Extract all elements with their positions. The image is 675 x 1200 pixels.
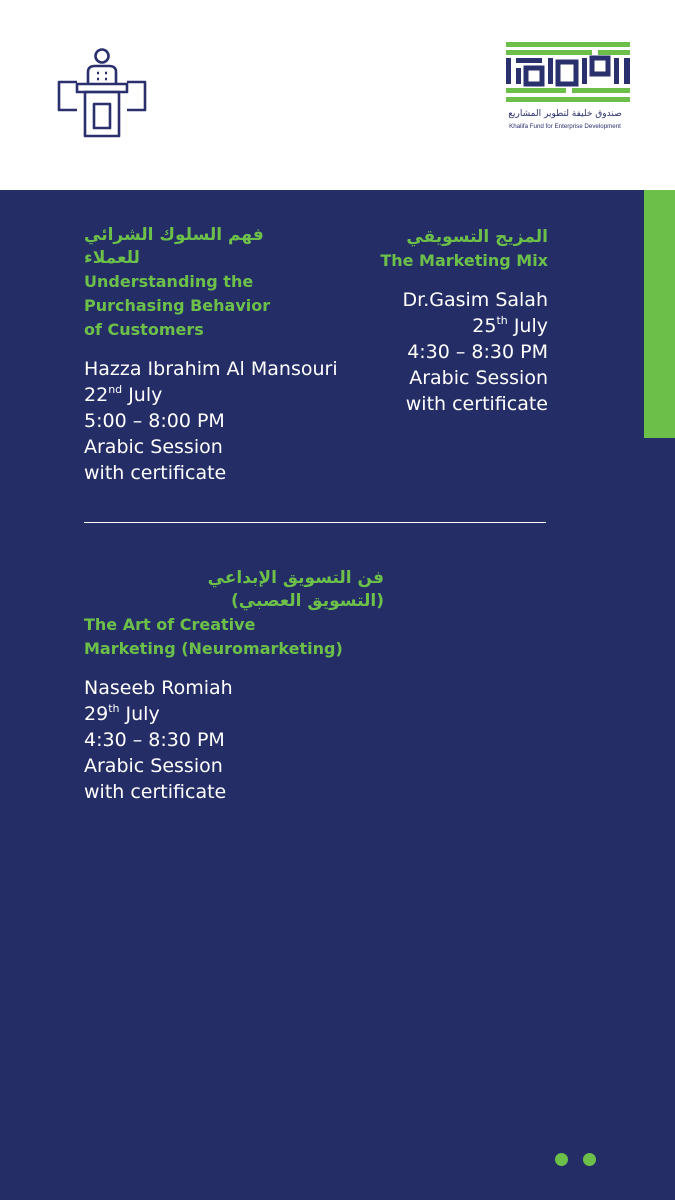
session-details xyxy=(380,287,548,417)
session-title-english-line1: The Art of Creative xyxy=(84,615,256,634)
date-day: 25 xyxy=(472,315,497,337)
session-title-arabic-line1: فهم السلوك الشرائي xyxy=(84,225,264,245)
section-divider xyxy=(84,522,546,523)
logo-mark-icon xyxy=(506,42,630,102)
session-date xyxy=(84,701,384,727)
session-certificate: with certificate xyxy=(84,462,227,484)
session-title-english-line3: of Customers xyxy=(84,320,204,339)
khalifa-fund-logo xyxy=(500,42,632,137)
session-language: Arabic Session xyxy=(84,436,223,458)
date-month: July xyxy=(119,703,160,725)
session-time: 4:30 – 8:30 PM xyxy=(84,729,225,751)
session-language: Arabic Session xyxy=(84,755,223,777)
date-suffix: nd xyxy=(108,382,123,396)
session-language: Arabic Session xyxy=(409,367,548,389)
session-details xyxy=(84,675,384,805)
session-time: 4:30 – 8:30 PM xyxy=(407,341,548,363)
date-month: July xyxy=(122,384,163,406)
session-presenter: Dr.Gasim Salah xyxy=(402,289,548,311)
pagination-dot[interactable] xyxy=(555,1153,568,1166)
session-title-english-line2: Purchasing Behavior xyxy=(84,296,271,315)
session-title-english-line1: Understanding the xyxy=(84,272,254,291)
session-card-marketing-mix xyxy=(380,226,548,417)
session-title-english-line1: The Marketing Mix xyxy=(380,251,548,270)
session-time: 5:00 – 8:00 PM xyxy=(84,410,225,432)
header xyxy=(0,0,675,190)
green-accent-bar xyxy=(644,190,675,438)
session-details xyxy=(84,356,384,486)
session-presenter: Naseeb Romiah xyxy=(84,677,233,699)
session-title-arabic-line1: فن التسويق الإبداعي xyxy=(207,568,384,588)
date-day: 29 xyxy=(84,703,109,725)
presenter-podium-icon xyxy=(55,46,149,138)
logo-arabic-text: صندوق خليفة لتطوير المشاريع xyxy=(508,109,622,119)
session-title-arabic-line1: المزيج التسويقي xyxy=(406,227,548,247)
session-card-purchasing-behavior xyxy=(84,224,384,486)
date-suffix: th xyxy=(496,313,508,327)
logo-english-text: Khalifa Fund for Enterprise Development xyxy=(509,123,621,130)
date-day: 22 xyxy=(84,384,109,406)
pagination-dot[interactable] xyxy=(583,1153,596,1166)
session-title-arabic-line2: (التسويق العصبي) xyxy=(231,591,384,611)
session-card-creative-marketing xyxy=(84,567,384,805)
session-date xyxy=(380,313,548,339)
session-certificate: with certificate xyxy=(405,393,548,415)
session-certificate: with certificate xyxy=(84,781,227,803)
date-suffix: th xyxy=(108,701,120,715)
date-month: July xyxy=(507,315,548,337)
session-title-english-line2: Marketing (Neuromarketing) xyxy=(84,639,343,658)
session-date xyxy=(84,382,384,408)
session-title-arabic-line2: للعملاء xyxy=(84,248,140,268)
session-presenter: Hazza Ibrahim Al Mansouri xyxy=(84,358,338,380)
